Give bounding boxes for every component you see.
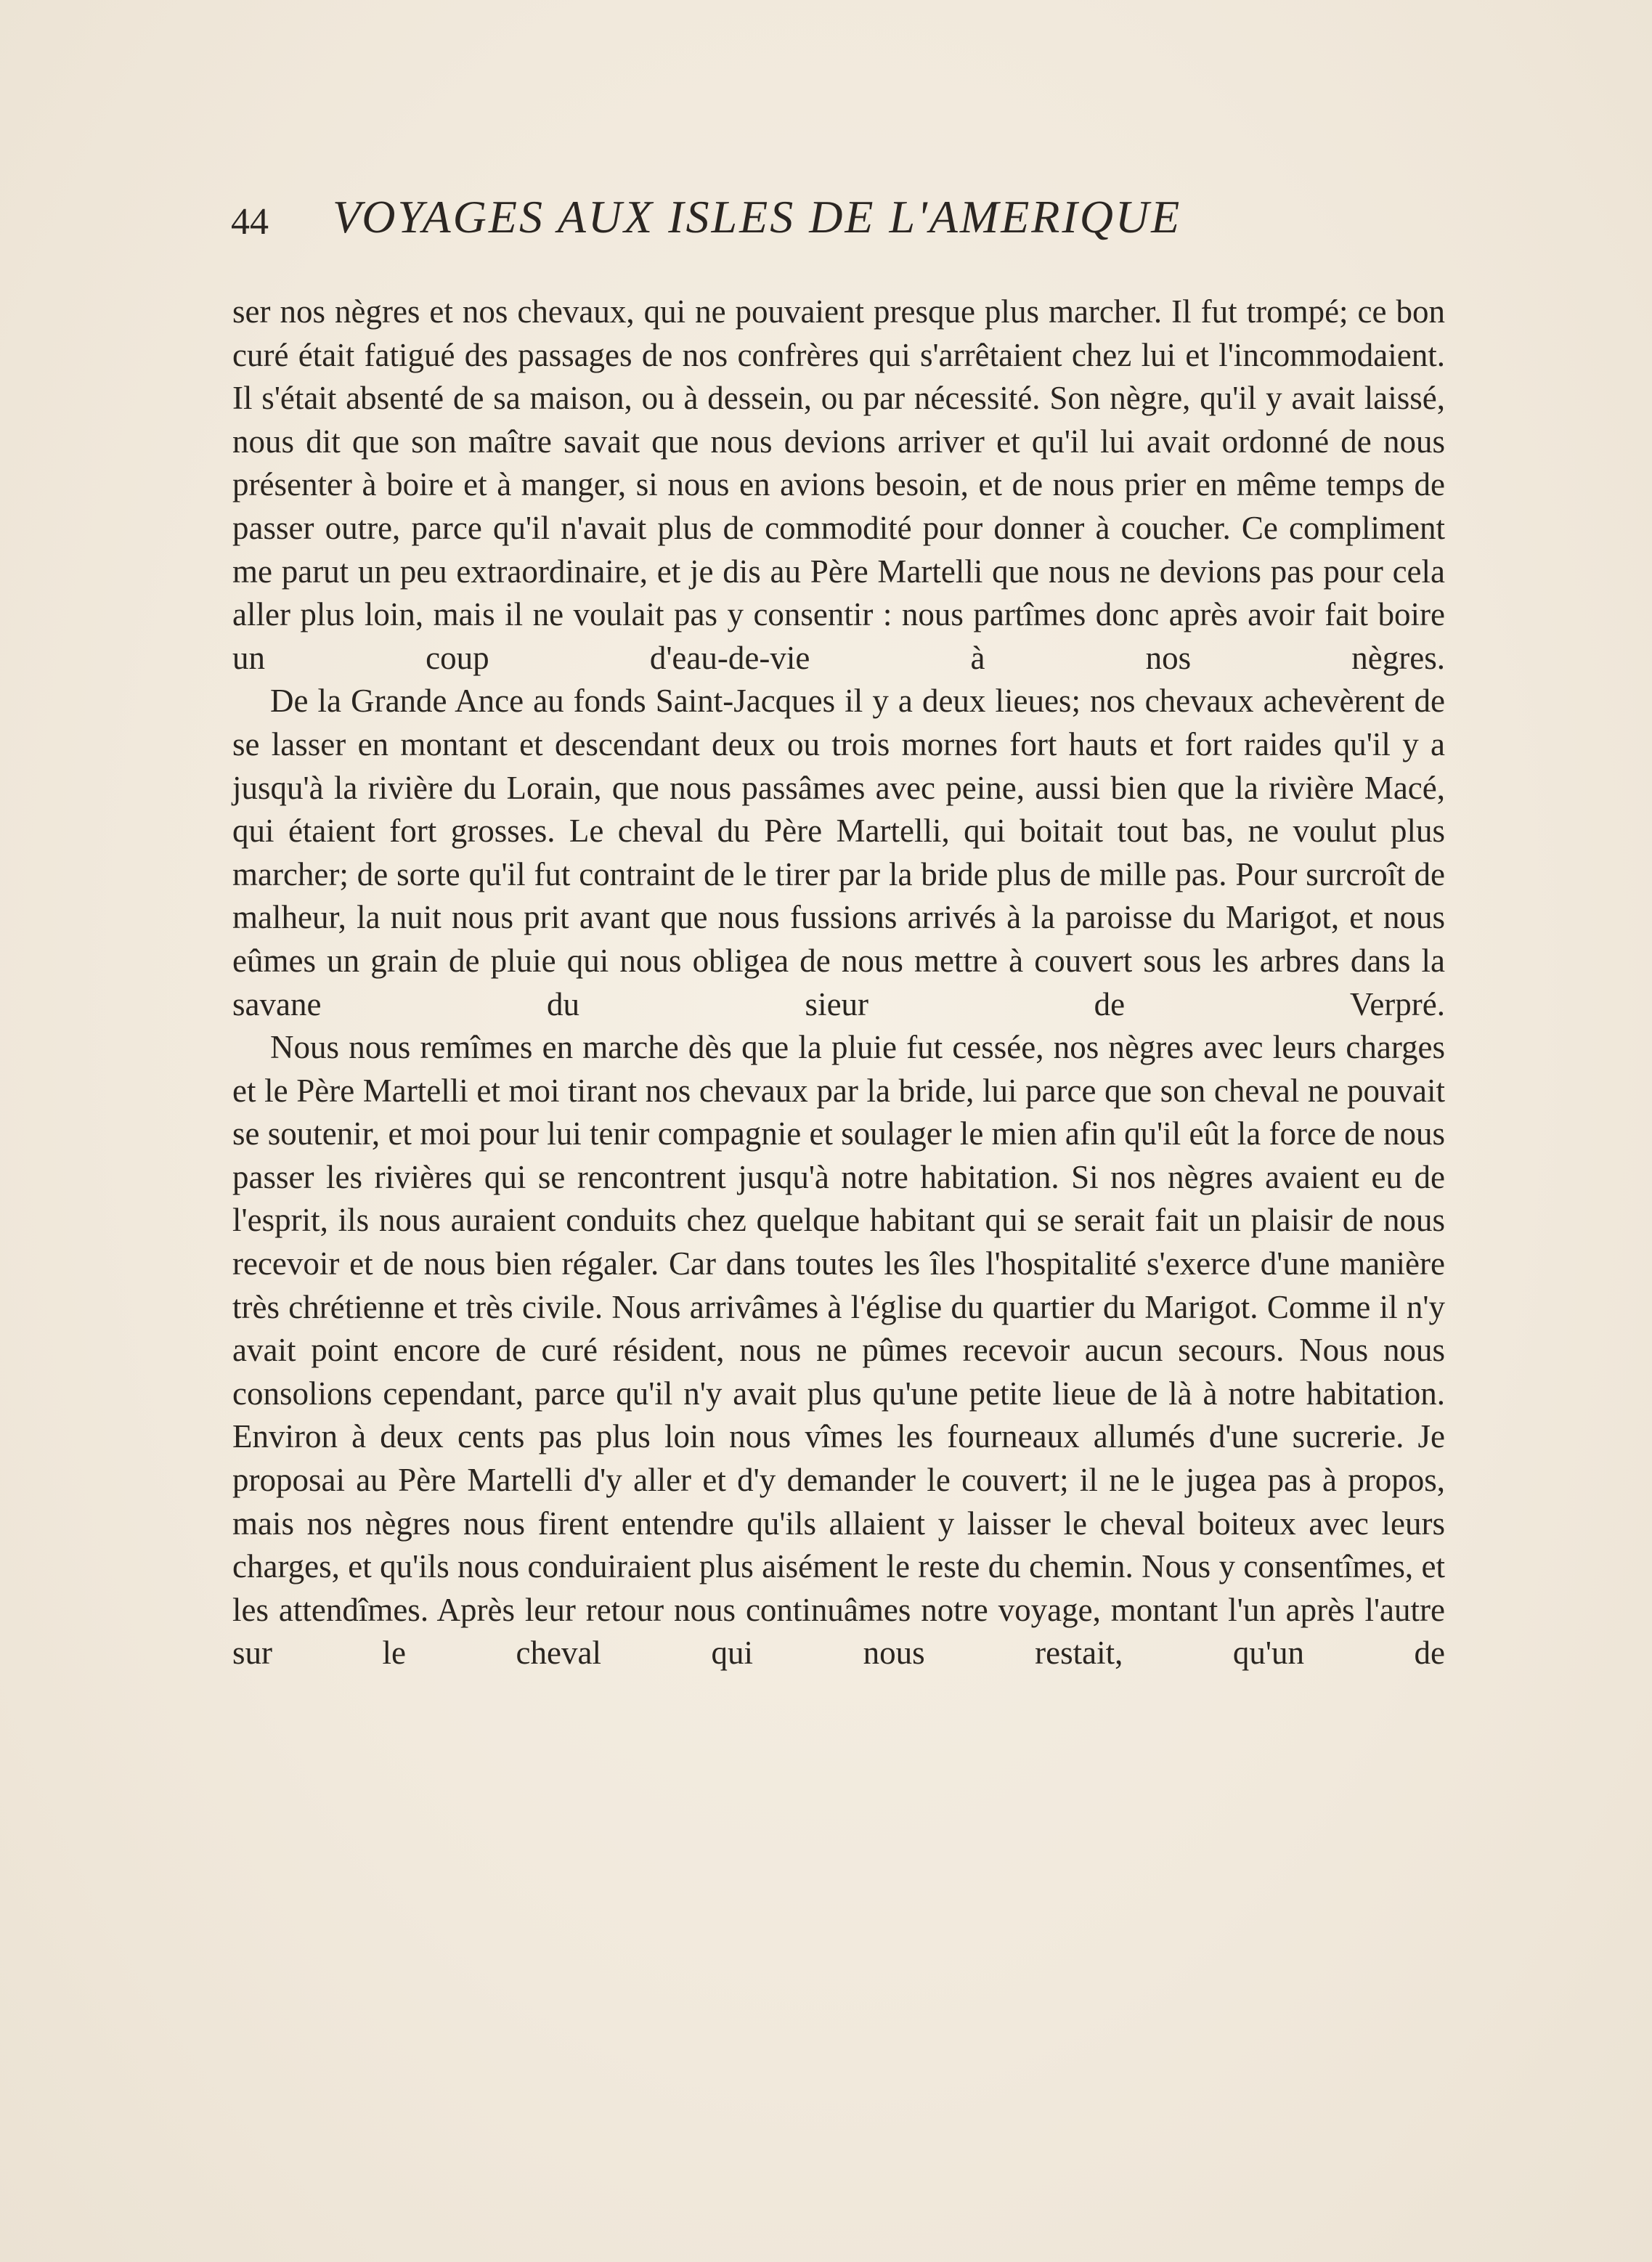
running-title: VOYAGES AUX ISLES DE L'AMERIQUE [333, 191, 1182, 243]
paragraph-remimes-en-marche: Nous nous remîmes en marche dès que la pluie fut cessée, nos nègres avec leurs charges et le Père Martelli et moi tirant nos chevaux par la bride, lui parce que son cheval ne pouvait se soutenir, et moi pour lui tenir compagnie et soulager le mien afin qu'il eût la force de nous passer les rivières qui se rencontrent jusqu'à notre habitation. Si nos nègres avaient eu de l'esprit, ils nous auraient conduits chez quelque habitant qui se serait fait un plaisir de nous recevoir et de nous bien régaler. Car dans toutes les îles l'hospitalité s'exerce d'une manière très chrétienne et très civile. Nous arrivâmes à l'église du quartier du Marigot. Comme il n'y avait point encore de curé résident, nous ne pûmes recevoir aucun secours. Nous nous consolions cependant, parce qu'il n'y avait plus qu'une petite lieue de là à notre habitation. Environ à deux cents pas plus loin nous vîmes les fourneaux allumés d'une sucrerie. Je proposai au Père Martelli d'y aller et d'y demander le couvert; il ne le jugea pas à propos, mais nos nègres nous firent entendre qu'ils allaient y laisser le cheval boiteux avec leurs charges, et qu'ils nous conduiraient plus aisément le reste du chemin. Nous y consentîmes, et les attendîmes. Après leur retour nous continuâmes notre voyage, montant l'un après l'autre sur le cheval qui nous restait, qu'un de [232, 1029, 1445, 1672]
page-header [231, 190, 1451, 248]
body-text [232, 290, 1445, 1675]
page-number: 44 [231, 201, 269, 243]
paragraph-continued: ser nos nègres et nos chevaux, qui ne pouvaient presque plus marcher. Il fut trompé; ce bon curé était fatigué des passages de nos confrères qui s'arrêtaient chez lui et l'incommodaient. Il s'était absenté de sa maison, ou à dessein, ou par nécessité. Son nègre, qu'il y avait laissé, nous dit que son maître savait que nous devions arriver et qu'il lui avait ordonné de nous présenter à boire et à manger, si nous en avions besoin, et de nous prier en même temps de passer outre, parce qu'il n'avait plus de commodité pour donner à coucher. Ce compliment me parut un peu extraordinaire, et je dis au Père Martelli que nous ne devions pas pour cela aller plus loin, mais il ne voulait pas y consentir : nous partîmes donc après avoir fait boire un coup d'eau-de-vie à nos nègres. [232, 293, 1445, 676]
paragraph-grande-ance: De la Grande Ance au fonds Saint-Jacques il y a deux lieues; nos chevaux achevèrent de se lasser en montant et descendant deux ou trois mornes fort hauts et fort raides qu'il y a jusqu'à la rivière du Lorain, que nous passâmes avec peine, aussi bien que la rivière Macé, qui étaient fort grosses. Le cheval du Père Martelli, qui boitait tout bas, ne voulut plus marcher; de sorte qu'il fut contraint de le tirer par la bride plus de mille pas. Pour surcroît de malheur, la nuit nous prit avant que nous fussions arrivés à la paroisse du Marigot, et nous eûmes un grain de pluie qui nous obligea de nous mettre à couvert sous les arbres dans la savane du sieur de Verpré. [232, 683, 1445, 1022]
